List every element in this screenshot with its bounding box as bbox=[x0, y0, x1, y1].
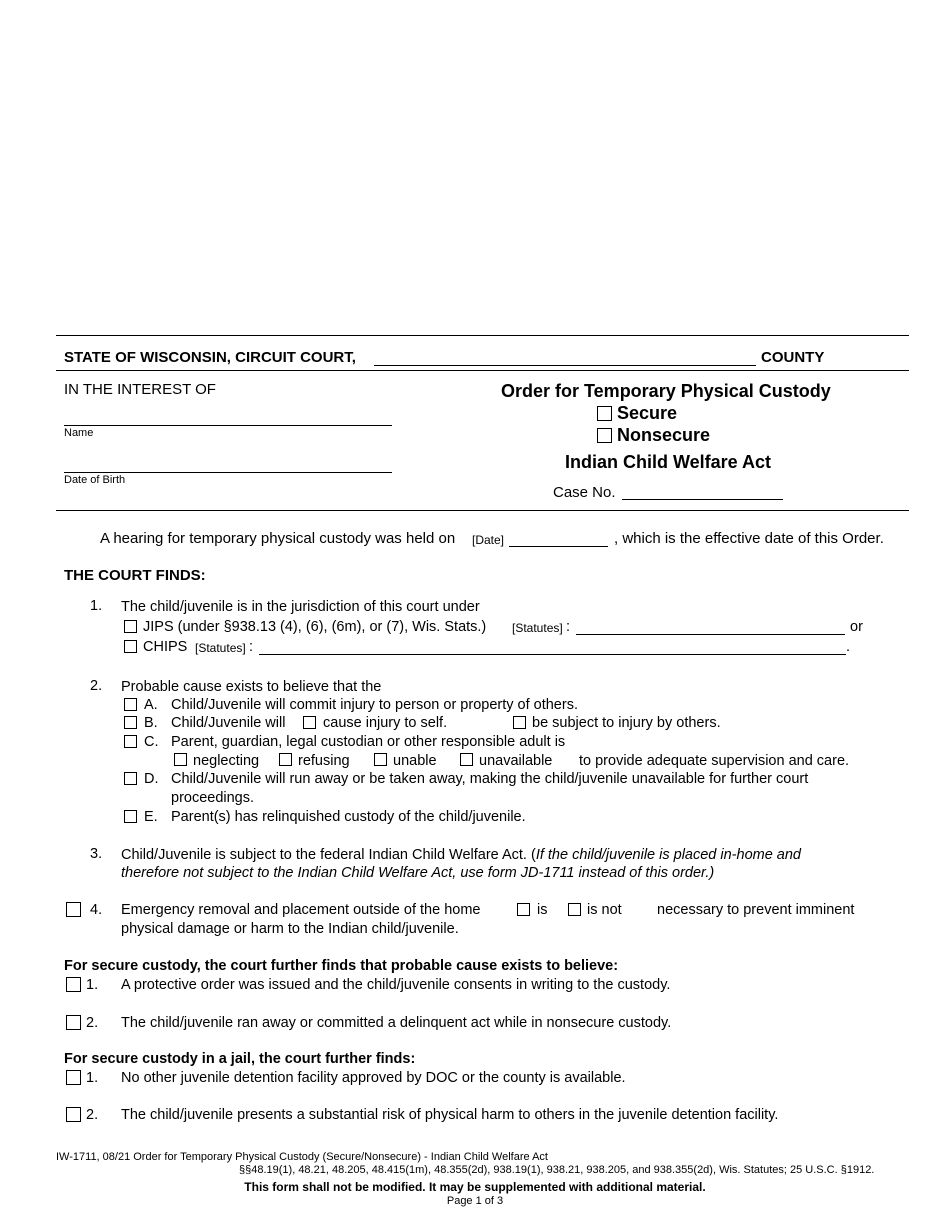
finding-3-text-plain: Child/Juvenile is subject to the federal Indian Child Welfare Act. ( bbox=[121, 847, 536, 863]
finding-1-number: 1. bbox=[90, 598, 103, 614]
name-field[interactable] bbox=[64, 425, 392, 426]
finding-2-number: 2. bbox=[90, 678, 103, 694]
removal-is-label: is bbox=[537, 902, 548, 918]
finding-2e-checkbox[interactable] bbox=[124, 810, 137, 823]
finding-2e-text: Parent(s) has relinquished custody of the child/juvenile. bbox=[171, 809, 526, 825]
finding-2c-text: Parent, guardian, legal custodian or other responsible adult is bbox=[171, 734, 566, 750]
unable-label: unable bbox=[393, 753, 437, 769]
finding-3-number: 3. bbox=[90, 846, 103, 862]
form-subtitle: Indian Child Welfare Act bbox=[565, 452, 772, 472]
finding-2c-letter: C. bbox=[144, 734, 159, 750]
nonsecure-checkbox[interactable] bbox=[597, 428, 612, 443]
finding-2a-checkbox[interactable] bbox=[124, 698, 137, 711]
finding-4-tail: necessary to prevent imminent bbox=[657, 902, 855, 918]
refusing-label: refusing bbox=[298, 753, 350, 769]
injury-self-checkbox[interactable] bbox=[303, 716, 316, 729]
court-finds-heading: THE COURT FINDS: bbox=[64, 567, 206, 584]
caption-bottom-rule bbox=[56, 510, 909, 511]
jips-colon: : bbox=[566, 619, 571, 635]
name-label: Name bbox=[64, 427, 94, 439]
finding-2a-text: Child/Juvenile will commit injury to person or property of others. bbox=[171, 697, 578, 713]
jail-2-number: 2. bbox=[86, 1107, 99, 1123]
secure-1-checkbox[interactable] bbox=[66, 977, 81, 992]
finding-4-checkbox[interactable] bbox=[66, 902, 81, 917]
injury-self-label: cause injury to self. bbox=[323, 715, 448, 731]
hearing-suffix: , which is the effective date of this Order. bbox=[614, 530, 884, 547]
injury-others-checkbox[interactable] bbox=[513, 716, 526, 729]
jips-statutes-hint: [Statutes] bbox=[512, 621, 563, 635]
finding-3-text bbox=[121, 846, 801, 864]
finding-2-text: Probable cause exists to believe that the bbox=[121, 679, 382, 695]
secure-custody-heading: For secure custody, the court further finds that probable cause exists to believe: bbox=[64, 958, 619, 974]
finding-2d-text: Child/Juvenile will run away or be taken away, making the child/juvenile unavailable for further court bbox=[171, 771, 809, 787]
neglecting-label: neglecting bbox=[193, 753, 260, 769]
chips-period: . bbox=[846, 639, 851, 655]
finding-2c-checkbox[interactable] bbox=[124, 735, 137, 748]
unavailable-checkbox[interactable] bbox=[460, 753, 473, 766]
county-name-field[interactable] bbox=[374, 365, 756, 366]
hearing-prefix: A hearing for temporary physical custody was held on bbox=[100, 530, 456, 547]
jail-custody-heading: For secure custody in a jail, the court further finds: bbox=[64, 1051, 416, 1067]
finding-2b-checkbox[interactable] bbox=[124, 716, 137, 729]
removal-is-not-checkbox[interactable] bbox=[568, 903, 581, 916]
court-label: STATE OF WISCONSIN, CIRCUIT COURT, bbox=[64, 349, 356, 366]
chips-colon: : bbox=[249, 639, 254, 655]
secure-2-number: 2. bbox=[86, 1015, 99, 1031]
secure-1-text: A protective order was issued and the child/juvenile consents in writing to the custody. bbox=[121, 977, 671, 993]
secure-label: Secure bbox=[617, 403, 678, 423]
dob-label: Date of Birth bbox=[64, 474, 126, 486]
removal-is-checkbox[interactable] bbox=[517, 903, 530, 916]
case-no-field[interactable] bbox=[622, 499, 783, 500]
finding-2c-tail: to provide adequate supervision and care. bbox=[579, 753, 850, 769]
county-label: COUNTY bbox=[761, 349, 825, 366]
removal-is-not-label: is not bbox=[587, 902, 622, 918]
jips-statutes-field[interactable] bbox=[576, 634, 845, 635]
finding-2d-letter: D. bbox=[144, 771, 159, 787]
finding-2e-letter: E. bbox=[144, 809, 158, 825]
secure-2-checkbox[interactable] bbox=[66, 1015, 81, 1030]
interest-label: IN THE INTEREST OF bbox=[64, 381, 216, 398]
finding-3-italic-note-cont: therefore not subject to the Indian Child Welfare Act, use form JD-1711 instead of this order.) bbox=[121, 865, 715, 881]
finding-2a-letter: A. bbox=[144, 697, 158, 713]
finding-1-text: The child/juvenile is in the jurisdiction of this court under bbox=[121, 599, 480, 615]
header-top-rule bbox=[56, 335, 909, 336]
hearing-date-hint: [Date] bbox=[472, 533, 505, 547]
header-bottom-rule bbox=[56, 370, 909, 371]
refusing-checkbox[interactable] bbox=[279, 753, 292, 766]
secure-2-text: The child/juvenile ran away or committed a delinquent act while in nonsecure custody. bbox=[121, 1015, 672, 1031]
chips-statutes-field[interactable] bbox=[259, 654, 846, 655]
hearing-date-field[interactable] bbox=[509, 546, 608, 547]
footer-form-id: IW-1711, 08/21 Order for Temporary Physical Custody (Secure/Nonsecure) - Indian Child Welfare Act bbox=[56, 1151, 548, 1163]
footer-notice: This form shall not be modified. It may be supplemented with additional material. bbox=[244, 1180, 706, 1194]
secure-checkbox[interactable] bbox=[597, 406, 612, 421]
injury-others-label: be subject to injury by others. bbox=[532, 715, 721, 731]
footer-statutes: §§48.19(1), 48.21, 48.205, 48.415(1m), 48.355(2d), 938.19(1), 938.21, 938.205, and 938.355(2d), Wis. Statutes; 25 U.S.C. §1912. bbox=[239, 1164, 875, 1176]
jail-1-number: 1. bbox=[86, 1070, 99, 1086]
chips-checkbox[interactable] bbox=[124, 640, 137, 653]
jail-2-checkbox[interactable] bbox=[66, 1107, 81, 1122]
chips-label: CHIPS bbox=[143, 639, 188, 655]
finding-3-italic-note: If the child/juvenile is placed in-home and bbox=[535, 847, 801, 863]
jail-1-checkbox[interactable] bbox=[66, 1070, 81, 1085]
jips-or: or bbox=[850, 619, 863, 635]
date-of-birth-field[interactable] bbox=[64, 472, 392, 473]
finding-2b-letter: B. bbox=[144, 715, 158, 731]
footer-page-number: Page 1 of 3 bbox=[446, 1195, 504, 1207]
jail-1-text: No other juvenile detention facility approved by DOC or the county is available. bbox=[121, 1070, 626, 1086]
finding-4-text-cont: physical damage or harm to the Indian child/juvenile. bbox=[121, 921, 459, 937]
jips-label: JIPS (under §938.13 (4), (6), (6m), or (7), Wis. Stats.) bbox=[143, 619, 487, 635]
jail-2-text: The child/juvenile presents a substantial risk of physical harm to others in the juvenile detention facility. bbox=[121, 1107, 779, 1123]
finding-4-text: Emergency removal and placement outside of the home bbox=[121, 902, 481, 918]
finding-2b-text: Child/Juvenile will bbox=[171, 715, 286, 731]
neglecting-checkbox[interactable] bbox=[174, 753, 187, 766]
nonsecure-label: Nonsecure bbox=[617, 425, 711, 445]
finding-4-number: 4. bbox=[90, 902, 103, 918]
unavailable-label: unavailable bbox=[479, 753, 553, 769]
chips-statutes-hint: [Statutes] bbox=[195, 641, 246, 655]
jips-checkbox[interactable] bbox=[124, 620, 137, 633]
case-no-label: Case No. bbox=[553, 484, 616, 501]
unable-checkbox[interactable] bbox=[374, 753, 387, 766]
form-title: Order for Temporary Physical Custody bbox=[501, 381, 831, 401]
finding-2d-checkbox[interactable] bbox=[124, 772, 137, 785]
finding-2d-text-cont: proceedings. bbox=[171, 790, 255, 806]
secure-1-number: 1. bbox=[86, 977, 99, 993]
